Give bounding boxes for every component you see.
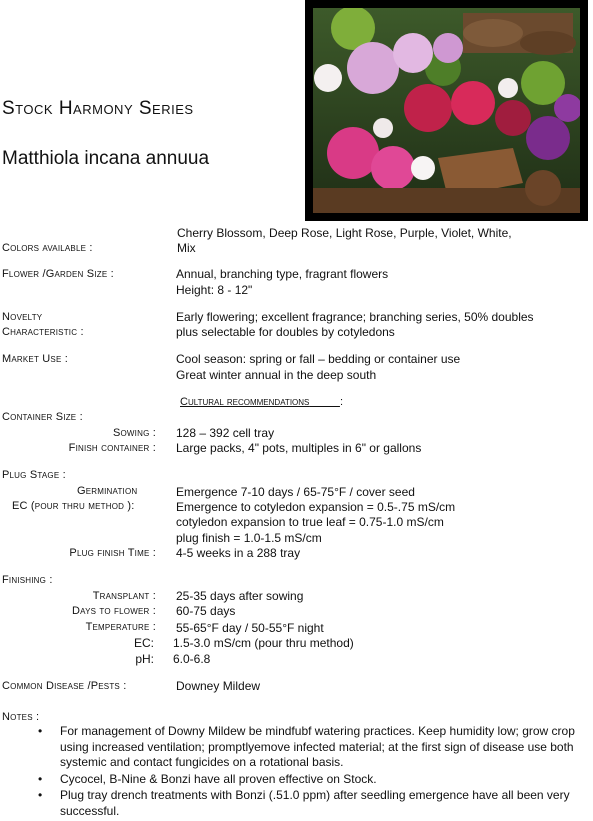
market-use-label: Market Use : bbox=[2, 353, 69, 365]
flower-size-value-line1: Annual, branching type, fragrant flowers bbox=[176, 267, 389, 281]
disease-label: Common Disease /Pests : bbox=[2, 680, 127, 692]
sowing-label: Sowing : bbox=[112, 427, 156, 439]
cultural-heading-text: Cultural recommendations bbox=[180, 396, 310, 408]
transplant-value: 25-35 days after sowing bbox=[176, 589, 304, 603]
notes-label: Notes : bbox=[2, 711, 40, 723]
ph-value: 6.0-6.8 bbox=[173, 652, 211, 666]
list-item bbox=[38, 772, 578, 788]
ph-label: pH: bbox=[135, 652, 154, 666]
note-text: For management of Downy Mildew be mindfubf watering practices. Keep humidity low; grow crop using increased ventilation; promptlyemove infected material; at the first sign of disease use both systemic and contact fungicides on a rotational basis. bbox=[60, 724, 575, 769]
sowing-value: 128 – 392 cell tray bbox=[176, 426, 275, 440]
list-item bbox=[38, 724, 578, 771]
container-size-label: Container Size : bbox=[2, 411, 83, 423]
temperature-label: Temperature : bbox=[85, 621, 156, 633]
germination-value: Emergence 7-10 days / 65-75°F / cover seed bbox=[176, 485, 415, 499]
bullet-icon: • bbox=[38, 724, 43, 738]
plug-ec-line2: cotyledon expansion to true leaf = 0.75-1.0 mS/cm bbox=[176, 515, 444, 529]
market-use-value-line2: Great winter annual in the deep south bbox=[176, 368, 377, 382]
transplant-label: Transplant : bbox=[92, 590, 156, 602]
product-photo bbox=[305, 0, 588, 221]
finishing-ec-value: 1.5-3.0 mS/cm (pour thru method) bbox=[173, 636, 354, 650]
colors-label: Colors available : bbox=[2, 242, 93, 254]
novelty-value-line1: Early flowering; excellent fragrance; branching series, 50% doubles bbox=[176, 310, 534, 324]
plug-ec-line1: Emergence to cotyledon expansion = 0.5-.75 mS/cm bbox=[176, 500, 456, 514]
plug-ec-line3: plug finish = 1.0-1.5 mS/cm bbox=[176, 531, 322, 545]
colors-value-line1: Cherry Blossom, Deep Rose, Light Rose, Purple, Violet, White, bbox=[177, 226, 512, 240]
finish-container-label: Finish container : bbox=[68, 442, 156, 454]
bullet-icon: • bbox=[38, 788, 43, 802]
note-text: Plug tray drench treatments with Bonzi (.51.0 ppm) after seedling emergence have all been very successful. bbox=[60, 788, 570, 818]
bullet-icon: • bbox=[38, 771, 43, 786]
note-text: Cycocel, B-Nine & Bonzi have all proven effective on Stock. bbox=[60, 771, 377, 786]
flower-photo-illustration bbox=[313, 8, 580, 213]
market-use-value-line1: Cool season: spring or fall – bedding or container use bbox=[176, 352, 461, 366]
colors-value-line2: Mix bbox=[177, 241, 196, 255]
finishing-ec-label: EC: bbox=[133, 636, 154, 650]
cultural-heading bbox=[180, 396, 343, 408]
plug-stage-label: Plug Stage : bbox=[2, 469, 66, 481]
page-title: Stock Harmony Series bbox=[2, 98, 194, 119]
list-item bbox=[38, 788, 578, 819]
days-to-flower-label: Days to flower : bbox=[72, 605, 156, 617]
days-to-flower-value: 60-75 days bbox=[176, 604, 236, 618]
notes-list bbox=[38, 724, 578, 820]
plug-ec-label: EC (pour thru method ): bbox=[12, 500, 135, 512]
novelty-label-line2: Characteristic : bbox=[2, 326, 84, 338]
germination-label: Germination bbox=[77, 485, 138, 497]
flower-size-value-line2: Height: 8 - 12" bbox=[176, 283, 253, 297]
botanical-name: Matthiola incana annuua bbox=[2, 148, 210, 169]
novelty-value-line2: plus selectable for doubles by cotyledons bbox=[176, 325, 395, 339]
cultural-heading-colon: : bbox=[339, 396, 344, 408]
plug-finish-value: 4-5 weeks in a 288 tray bbox=[176, 546, 301, 560]
plug-finish-label: Plug finish Time : bbox=[69, 547, 156, 559]
temperature-value: 55-65°F day / 50-55°F night bbox=[176, 621, 324, 635]
disease-value: Downey Mildew bbox=[176, 679, 261, 693]
novelty-label-line1: Novelty bbox=[2, 311, 43, 323]
finish-container-value: Large packs, 4" pots, multiples in 6" or gallons bbox=[176, 441, 422, 455]
flower-size-label: Flower /Garden Size : bbox=[2, 268, 114, 280]
finishing-label: Finishing : bbox=[2, 574, 53, 586]
